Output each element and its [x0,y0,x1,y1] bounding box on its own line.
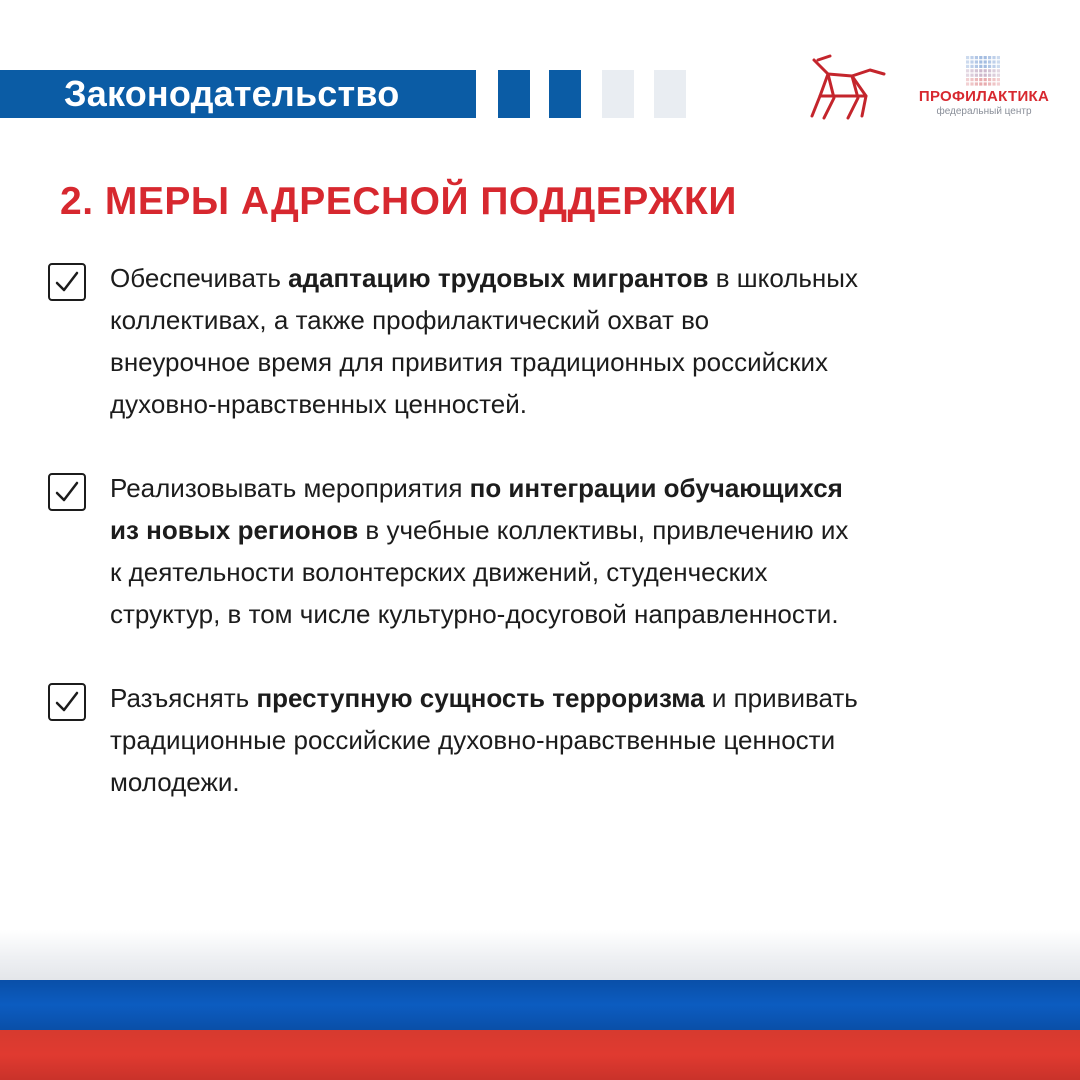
logo-dot [984,60,987,63]
item-line [110,341,1008,383]
item-line [110,551,1008,593]
logo-dot [988,65,991,68]
logo-dot [975,82,978,85]
checkbox[interactable] [48,263,86,301]
logo-dot [975,65,978,68]
logo-dot [970,69,973,72]
item-line [110,383,1008,425]
list-item [48,677,1008,803]
item-text-run: внеурочное время для привития традиционных российских [110,347,829,377]
item-line [110,257,1008,299]
logo-dot [966,78,969,81]
logo-dot [997,56,1000,59]
item-line [110,299,1008,341]
item-text-run: Реализовывать мероприятия [110,473,470,503]
logo-dot [992,56,995,59]
checkbox[interactable] [48,683,86,721]
item-line [110,509,1008,551]
logo-dot [992,74,995,77]
logo-dot [992,65,995,68]
logo-dot [979,82,982,85]
checkmark-icon [55,691,79,713]
item-text-bold: преступную сущность терроризма [256,683,705,713]
logo-dot [979,69,982,72]
logo-dot [988,74,991,77]
item-line [110,467,1008,509]
item-text-run: Обеспечивать [110,263,289,293]
logo-dot [966,82,969,85]
logo-dot [988,69,991,72]
item-text-run: и прививать [704,683,858,713]
logo-dot [997,74,1000,77]
item-text-run: к деятельности волонтерских движений, студенческих [110,557,768,587]
item-text-run: коллективах, а также профилактический охват во [110,305,710,335]
item-line [110,761,1008,803]
checkmark-icon [55,481,79,503]
logo-subtitle: федеральный центр [936,106,1032,117]
header-deco-square [602,70,634,118]
item-text-run: в учебные коллективы, привлечению их [358,515,849,545]
logo-dot [984,65,987,68]
logo-dot [979,56,982,59]
header-deco-square [654,70,686,118]
logo-dot [975,56,978,59]
item-line [110,593,1008,635]
logo-dot [984,74,987,77]
logo-dot [992,78,995,81]
logo-dot [979,60,982,63]
logo-dot [992,82,995,85]
logo-dot [979,65,982,68]
logo-dot [970,78,973,81]
item-text-run: в школьных [708,263,858,293]
item-text-bold: по интеграции обучающихся [469,473,843,503]
logo-dot [992,60,995,63]
item-text [110,467,1008,635]
item-text-run: духовно-нравственных ценностей. [110,389,528,419]
logo-dot [984,56,987,59]
logo-dot [966,74,969,77]
logo-dot [970,60,973,63]
logo-dot [979,74,982,77]
item-text-run: традиционные российские духовно-нравственные ценности [110,725,836,755]
logo-dot [970,82,973,85]
logo-name: ПРОФИЛАКТИКА [918,88,1050,105]
flag-stripe-red [0,1030,1080,1080]
item-text [110,257,1008,425]
item-text [110,677,1008,803]
logo-dot [984,69,987,72]
item-text-run: молодежи. [110,767,240,797]
logo-dot [997,69,1000,72]
item-text-run: Разъяснять [110,683,257,713]
horse-logo-icon [808,52,888,122]
list-item [48,467,1008,635]
section-title: 2. МЕРЫ АДРЕСНОЙ ПОДДЕРЖКИ [60,180,737,223]
header-deco-square [549,70,581,118]
logo-dot [988,82,991,85]
logo-dot [970,56,973,59]
logo-dot [988,60,991,63]
item-text-run: структур, в том числе культурно-досуговой направленности. [110,599,839,629]
checkmark-icon [55,271,79,293]
logo-dot [966,56,969,59]
logo-dot [997,82,1000,85]
list-item [48,257,1008,425]
checkbox[interactable] [48,473,86,511]
logo-dot [975,69,978,72]
logo-dot [975,78,978,81]
logo-dot [997,65,1000,68]
logo-dot [988,56,991,59]
logo-dot [966,69,969,72]
logo-dot [997,78,1000,81]
logo-dot [966,60,969,63]
logo-dot [997,60,1000,63]
item-text-bold: адаптацию трудовых мигрантов [288,263,709,293]
logo-dot [975,60,978,63]
item-line [110,677,1008,719]
logo-dot [992,69,995,72]
header-deco-square [498,70,530,118]
logo-dot [975,74,978,77]
logo-dot [970,65,973,68]
grid-dots-logo-icon [966,56,1002,88]
header-title: Законодательство [64,73,400,114]
logo-dot [979,78,982,81]
logo-dot [984,82,987,85]
logo-dot [970,74,973,77]
item-line [110,719,1008,761]
flag-stripe-white [0,930,1080,980]
logo-dot [966,65,969,68]
flag-stripe-blue [0,980,1080,1030]
item-text-bold: из новых регионов [110,515,359,545]
logo-dot [988,78,991,81]
logo-dot [984,78,987,81]
